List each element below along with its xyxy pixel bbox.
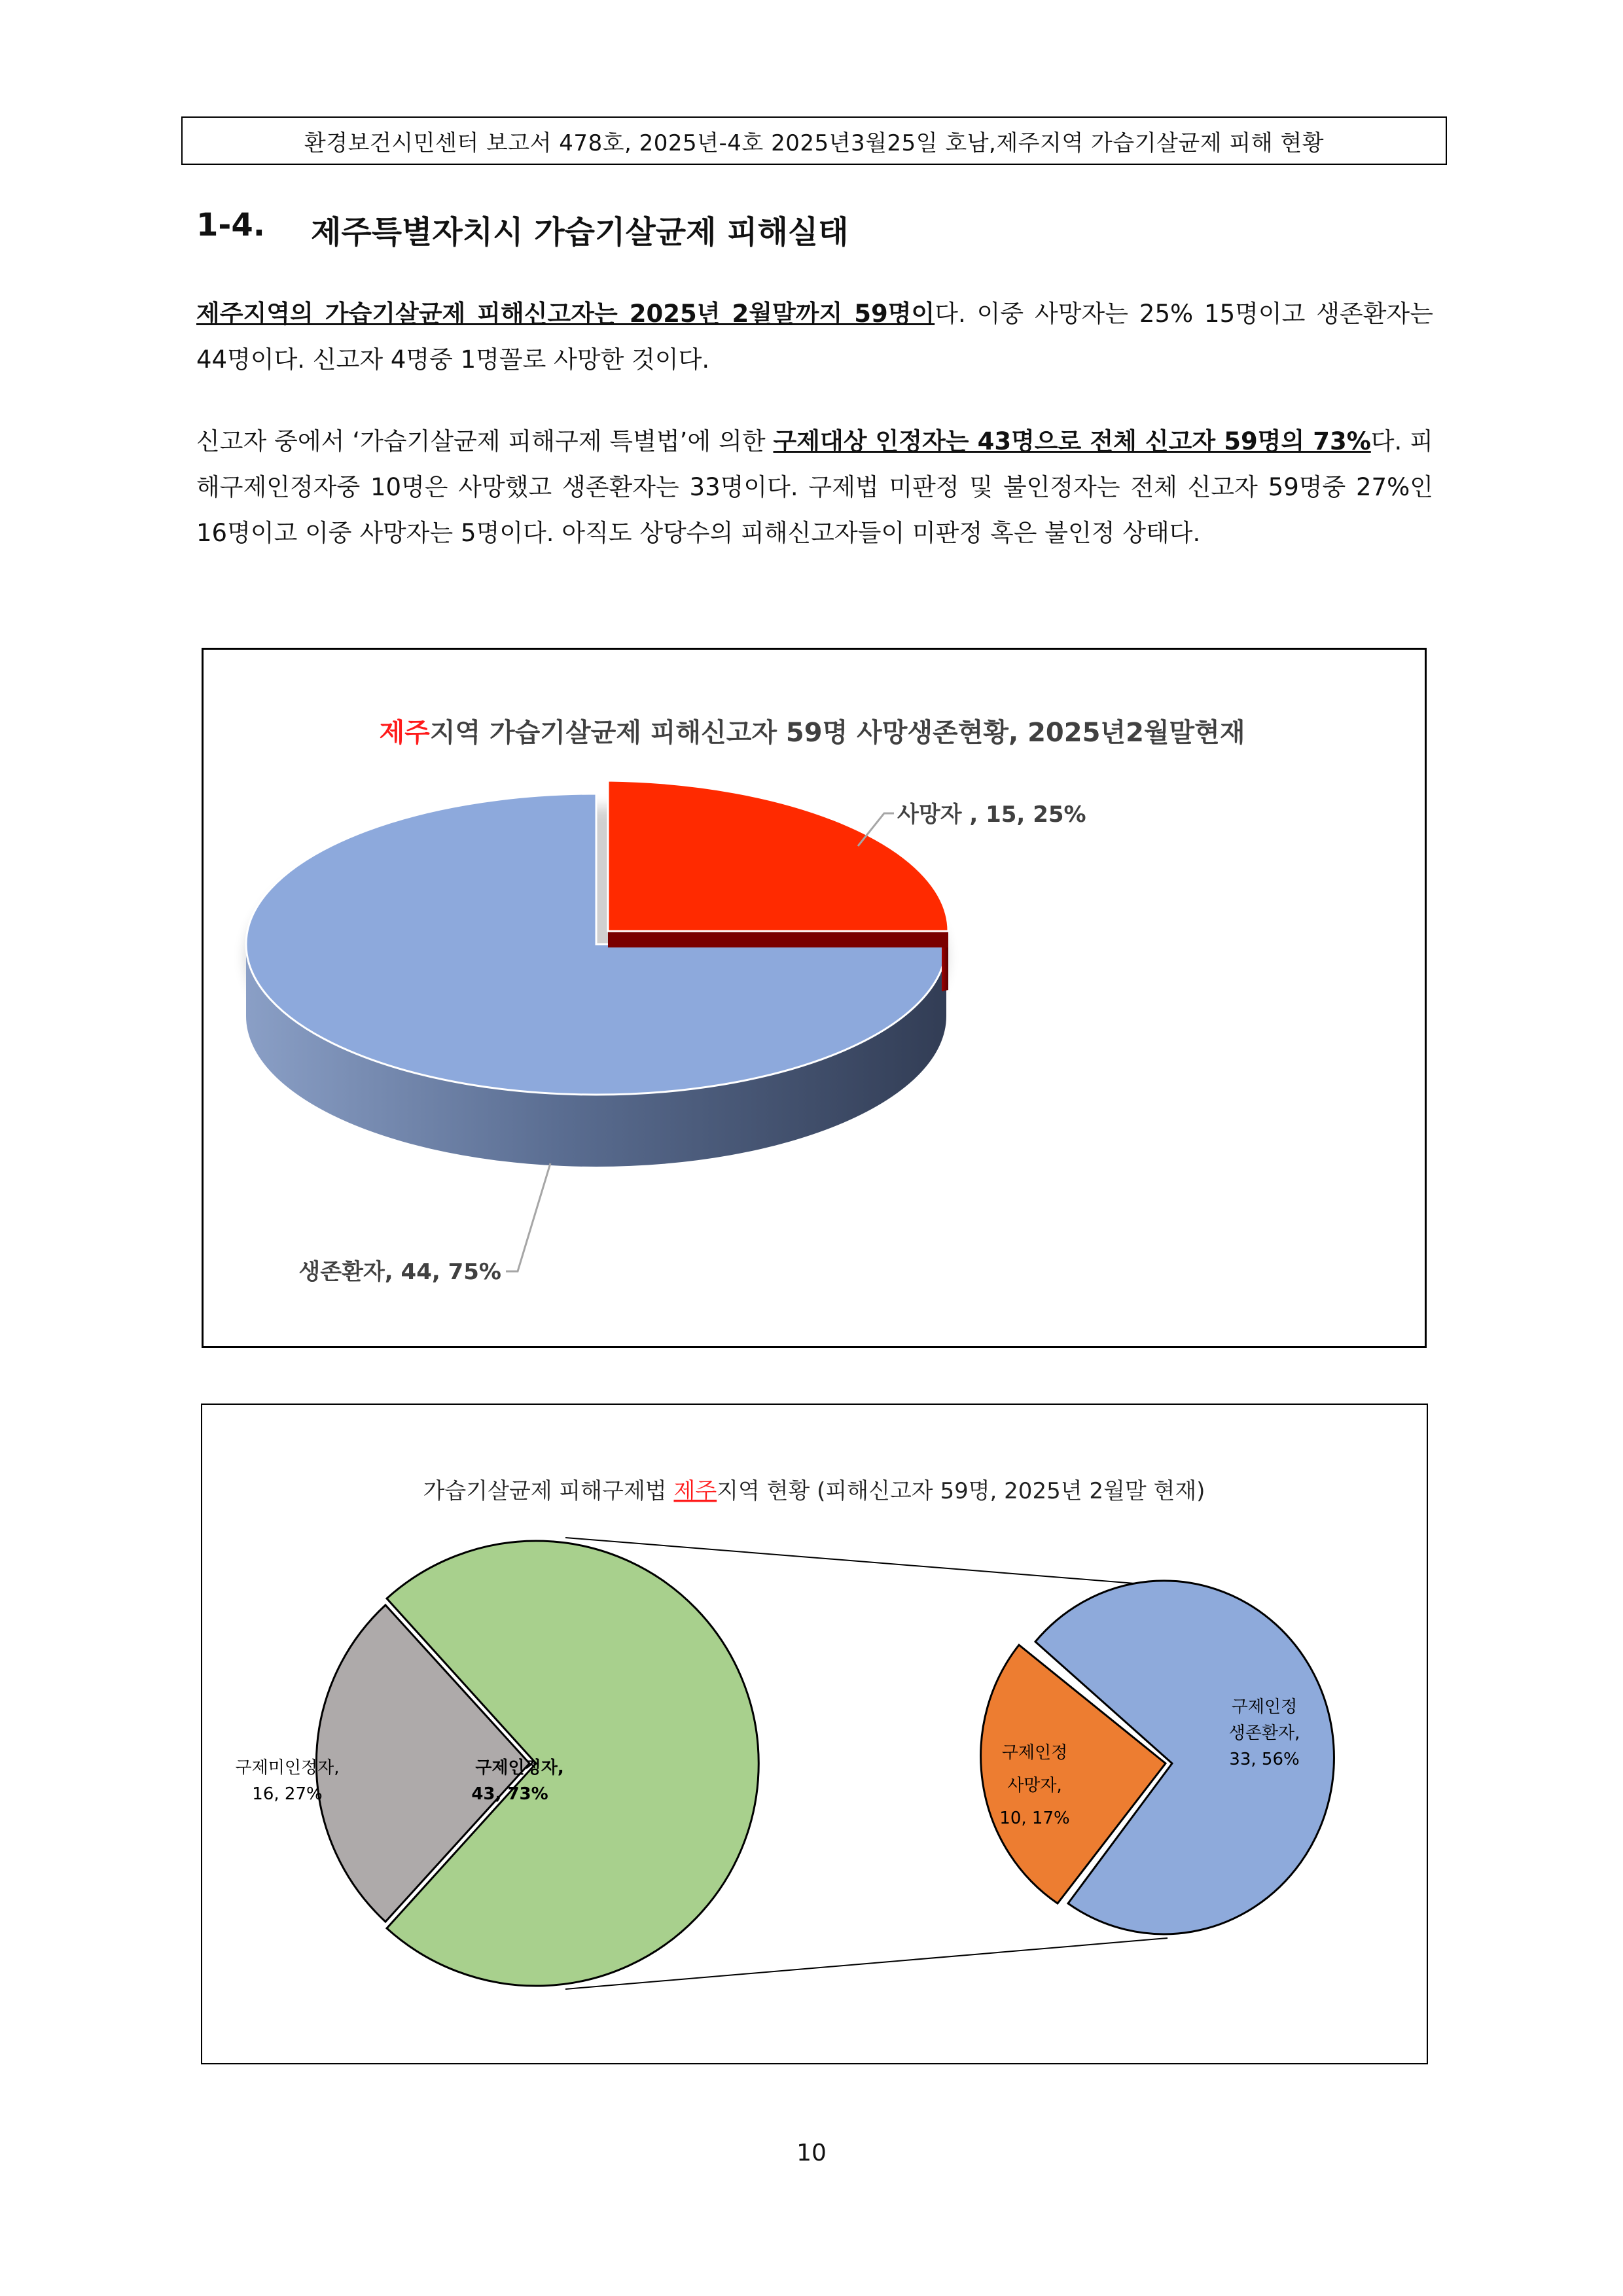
label-deceased-line3: 10, 17% [999, 1809, 1070, 1828]
chart-relief-status-svg [202, 1405, 1427, 2063]
paragraph-relief [196, 419, 1433, 556]
chart-relief-status [201, 1404, 1428, 2064]
page-number: 10 [796, 2140, 827, 2166]
label-survivor-line1: 구제인정 [1231, 1697, 1298, 1717]
report-header-text: 환경보건시민센터 보고서 478호, 2025년-4호 2025년3월25일 호남,제주지역 가습기살균제 피해 현황 [304, 130, 1325, 156]
paragraph-reporters-text: 다. 이중 사망자는 25% 15명이고 생존환자는 44명이다. 신고자 4명중 1명꼴로 사망한 것이다. [196, 300, 1433, 374]
chart1-title-red: 제주 [379, 718, 430, 748]
chart1-title-rest: 지역 가습기살균제 피해신고자 59명 사망생존현황, 2025년2월말현재 [429, 718, 1245, 748]
chart2-title-red: 제주 [673, 1478, 717, 1504]
label-deceased-line2: 사망자, [1007, 1776, 1062, 1795]
label-recognized-line1: 구제인정자, [475, 1758, 564, 1778]
report-header [181, 116, 1447, 165]
label-deceased: 사망자 , 15, 25% [897, 802, 1086, 828]
label-unrecognized-line2: 16, 27% [252, 1784, 323, 1804]
pie-deceased-edge [608, 931, 948, 947]
label-deceased-line1: 구제인정 [1001, 1743, 1068, 1763]
chart2-title [423, 1478, 1205, 1504]
chart1-title [380, 718, 1245, 748]
label-survivor: 생존환자, 44, 75% [298, 1259, 501, 1285]
label-unrecognized-line1: 구제미인정자, [235, 1758, 340, 1778]
section-heading [196, 207, 849, 252]
label-recognized-line2: 43, 73% [471, 1784, 548, 1804]
chart2-title-pre: 가습기살균제 피해구제법 [423, 1478, 674, 1504]
chart-deceased-survivor-svg [204, 650, 1425, 1346]
chart2-title-post: 지역 현황 (피해신고자 59명, 2025년 2월말 현재) [717, 1478, 1205, 1504]
leader-line-survivor [506, 1163, 550, 1271]
paragraph-relief-lead: 신고자 중에서 ‘가습기살균제 피해구제 특별법’에 의한 [196, 427, 774, 455]
chart-deceased-survivor [202, 648, 1427, 1348]
section-number: 1-4. [196, 207, 265, 243]
paragraph-relief-highlight: 구제대상 인정자는 43명으로 전체 신고자 59명의 73% [773, 427, 1371, 455]
label-survivor-line3: 33, 56% [1229, 1750, 1300, 1769]
section-title: 제주특별자치시 가습기살균제 피해실태 [310, 214, 849, 251]
paragraph-relief-text: 다. 피해구제인정자중 10명은 사망했고 생존환자는 33명이다. 구제법 미판정 및 불인정자는 전체 신고자 59명중 27%인 16명이고 이중 사망자는 5명이다. 아직도 상당수의 피해신고자들이 미판정 혹은 불인정 상태다. [196, 427, 1433, 547]
paragraph-reporters [196, 291, 1433, 383]
paragraph-reporters-highlight: 제주지역의 가습기살균제 피해신고자는 2025년 2월말까지 59명이 [196, 300, 935, 328]
label-survivor-line2: 생존환자, [1228, 1723, 1300, 1743]
